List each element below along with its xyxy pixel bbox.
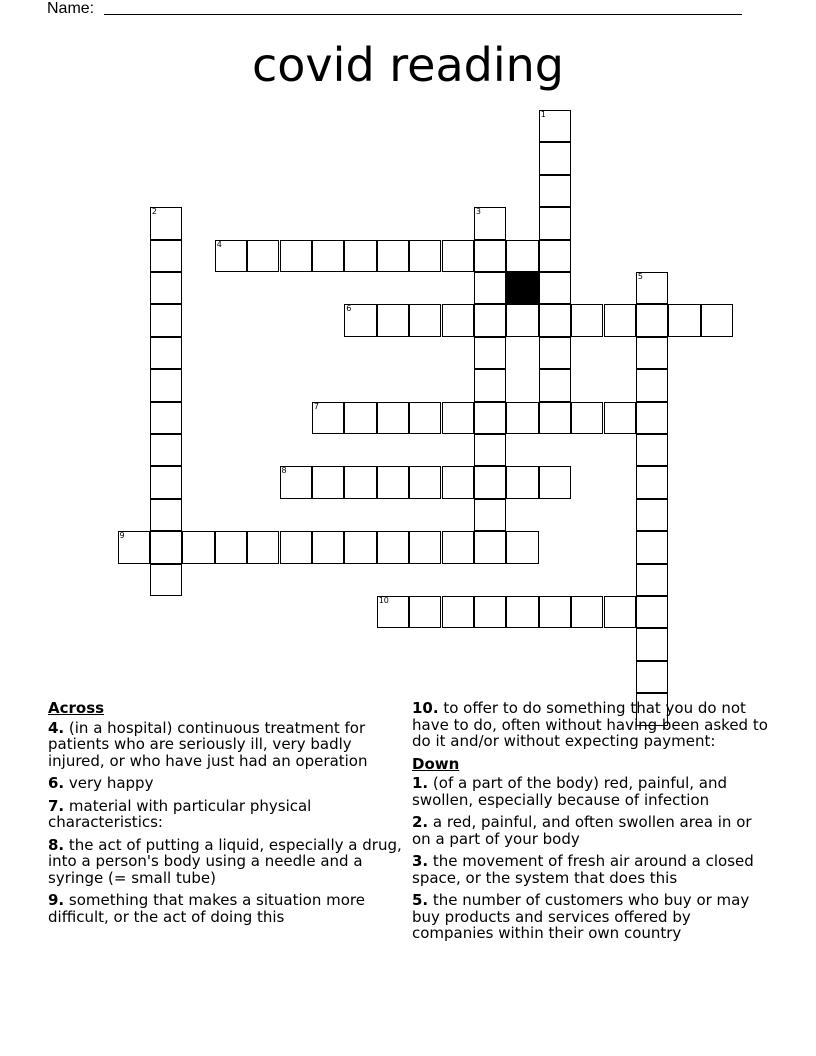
grid-cell[interactable] (150, 402, 182, 434)
grid-cell[interactable] (215, 531, 247, 563)
grid-cell[interactable] (539, 369, 571, 401)
grid-cell[interactable] (377, 531, 409, 563)
grid-cell[interactable] (604, 402, 636, 434)
grid-cell[interactable] (409, 531, 441, 563)
grid-cell[interactable] (409, 596, 441, 628)
clue-across-7 (48, 798, 408, 831)
grid-cell[interactable] (377, 466, 409, 498)
grid-cell[interactable] (280, 466, 312, 498)
grid-cell[interactable] (409, 402, 441, 434)
cell-number: 8 (281, 466, 287, 476)
cell-number: 10 (378, 596, 389, 605)
clue-number: 5. (412, 891, 429, 909)
clue-down-3 (412, 853, 772, 886)
grid-cell[interactable] (604, 304, 636, 336)
grid-cell[interactable] (344, 304, 376, 336)
grid-cell[interactable] (150, 434, 182, 466)
grid-cell[interactable] (409, 466, 441, 498)
clue-number: 3. (412, 852, 429, 870)
grid-cell[interactable] (150, 499, 182, 531)
blocked-cell (506, 272, 538, 304)
grid-cell[interactable] (474, 466, 506, 498)
grid-cell[interactable] (571, 402, 603, 434)
grid-cell[interactable] (506, 402, 538, 434)
grid-cell[interactable] (312, 240, 344, 272)
grid-cell[interactable] (312, 531, 344, 563)
grid-cell[interactable] (344, 402, 376, 434)
name-label: Name: (47, 0, 95, 17)
clue-number: 9. (48, 891, 65, 909)
grid-cell[interactable] (442, 402, 474, 434)
grid-cell[interactable] (701, 304, 733, 336)
clue-number: 1. (412, 774, 429, 792)
grid-cell[interactable] (474, 207, 506, 239)
clues-right-column (412, 700, 772, 948)
grid-cell[interactable] (539, 175, 571, 207)
clue-across-4 (48, 720, 408, 770)
clue-number: 8. (48, 835, 65, 854)
grid-cell[interactable] (442, 531, 474, 563)
cell-number: 1 (540, 110, 546, 119)
grid-cell[interactable] (442, 240, 474, 272)
page-title: covid reading (252, 38, 564, 92)
cell-number: 9 (119, 531, 125, 541)
grid-cell[interactable] (312, 466, 344, 498)
grid-cell[interactable] (312, 402, 344, 434)
grid-cell[interactable] (539, 240, 571, 272)
grid-cell[interactable] (280, 240, 312, 272)
grid-cell[interactable] (474, 434, 506, 466)
grid-cell[interactable] (344, 466, 376, 498)
grid-cell[interactable] (377, 240, 409, 272)
grid-cell[interactable] (636, 596, 668, 628)
grid-cell[interactable] (506, 240, 538, 272)
grid-cell[interactable] (539, 142, 571, 174)
grid-cell[interactable] (539, 337, 571, 369)
clue-text: the movement of fresh air around a closed space, or the system that does this (412, 852, 754, 887)
grid-cell[interactable] (474, 499, 506, 531)
grid-cell[interactable] (150, 531, 182, 563)
clue-across-9 (48, 892, 408, 925)
grid-cell[interactable] (442, 304, 474, 336)
grid-cell[interactable] (409, 304, 441, 336)
grid-cell[interactable] (409, 240, 441, 272)
cell-number: 4 (216, 239, 222, 249)
grid-cell[interactable] (474, 596, 506, 628)
grid-cell[interactable] (474, 272, 506, 304)
clue-number: 6. (48, 774, 65, 792)
grid-cell[interactable] (539, 304, 571, 336)
grid-cell[interactable] (636, 337, 668, 369)
grid-cell[interactable] (636, 402, 668, 434)
down-heading: Down (412, 754, 460, 773)
clue-text: a red, painful, and often swollen area in or on a part of your body (412, 813, 752, 848)
clue-across-10 (412, 700, 772, 750)
grid-cell[interactable] (280, 531, 312, 563)
grid-cell[interactable] (539, 402, 571, 434)
grid-cell[interactable] (636, 466, 668, 498)
cell-number: 5 (637, 272, 643, 281)
clue-text: very happy (64, 774, 154, 792)
grid-cell[interactable] (215, 240, 247, 272)
grid-cell[interactable] (150, 240, 182, 272)
grid-cell[interactable] (150, 369, 182, 401)
clue-text: the number of customers who buy or may buy products and services offered by companies within their own country (412, 891, 750, 942)
grid-cell[interactable] (150, 304, 182, 336)
clue-down-2 (412, 814, 772, 847)
clue-number: 2. (412, 813, 429, 831)
grid-cell[interactable] (150, 337, 182, 369)
grid-cell[interactable] (182, 531, 214, 563)
grid-cell[interactable] (247, 531, 279, 563)
grid-cell[interactable] (377, 596, 409, 628)
clue-down-1 (412, 775, 772, 808)
clue-text: material with particular physical characteristics: (48, 796, 312, 831)
grid-cell[interactable] (506, 531, 538, 563)
clue-text: (in a hospital) continuous treatment for patients who are seriously ill, very badly injured, or who have just had an operation (48, 718, 368, 770)
grid-cell[interactable] (636, 369, 668, 401)
grid-cell[interactable] (636, 272, 668, 304)
grid-cell[interactable] (150, 564, 182, 596)
grid-cell[interactable] (636, 499, 668, 531)
clue-text: to offer to do something that you do not have to do, often without having been asked to do it and/or without expecting payment: (412, 699, 768, 750)
grid-cell[interactable] (636, 661, 668, 693)
grid-cell[interactable] (247, 240, 279, 272)
grid-cell[interactable] (474, 369, 506, 401)
grid-cell[interactable] (636, 531, 668, 563)
grid-cell[interactable] (571, 304, 603, 336)
clue-number: 10. (412, 699, 439, 717)
grid-cell[interactable] (118, 531, 150, 563)
grid-cell[interactable] (377, 402, 409, 434)
grid-cell[interactable] (150, 272, 182, 304)
grid-cell[interactable] (539, 596, 571, 628)
clue-number: 4. (48, 718, 65, 737)
grid-cell[interactable] (474, 304, 506, 336)
grid-cell[interactable] (150, 466, 182, 498)
grid-cell[interactable] (377, 304, 409, 336)
clue-across-8 (48, 837, 408, 887)
grid-cell[interactable] (636, 304, 668, 336)
grid-cell[interactable] (442, 596, 474, 628)
grid-cell[interactable] (636, 434, 668, 466)
clue-text: (of a part of the body) red, painful, and swollen, especially because of infection (412, 774, 728, 809)
grid-cell[interactable] (636, 564, 668, 596)
cell-number: 2 (151, 207, 157, 217)
grid-cell[interactable] (474, 402, 506, 434)
grid-cell[interactable] (506, 596, 538, 628)
clue-number: 7. (48, 796, 65, 815)
grid-cell[interactable] (668, 304, 700, 336)
grid-cell[interactable] (506, 304, 538, 336)
across-heading: Across (48, 699, 105, 717)
clue-text: something that makes a situation more difficult, or the act of doing this (48, 891, 365, 926)
grid-cell[interactable] (474, 531, 506, 563)
grid-cell[interactable] (442, 466, 474, 498)
grid-cell[interactable] (539, 466, 571, 498)
clue-across-6 (48, 775, 408, 792)
clue-down-5 (412, 892, 772, 942)
grid-cell[interactable] (539, 207, 571, 239)
grid-cell[interactable] (474, 337, 506, 369)
clue-text: the act of putting a liquid, especially a drug, into a person's body using a needle and a syringe (= small tube) (48, 835, 402, 887)
cell-number: 7 (313, 401, 319, 411)
cell-number: 6 (346, 304, 352, 314)
grid-cell[interactable] (474, 240, 506, 272)
grid-cell[interactable] (539, 110, 571, 142)
cell-number: 3 (475, 207, 481, 217)
grid-cell[interactable] (150, 207, 182, 239)
grid-cell[interactable] (636, 628, 668, 660)
grid-cell[interactable] (344, 531, 376, 563)
grid-cell[interactable] (604, 596, 636, 628)
grid-cell[interactable] (344, 240, 376, 272)
grid-cell[interactable] (506, 466, 538, 498)
grid-cell[interactable] (539, 272, 571, 304)
grid-cell[interactable] (571, 596, 603, 628)
clues-left-column (48, 700, 408, 931)
